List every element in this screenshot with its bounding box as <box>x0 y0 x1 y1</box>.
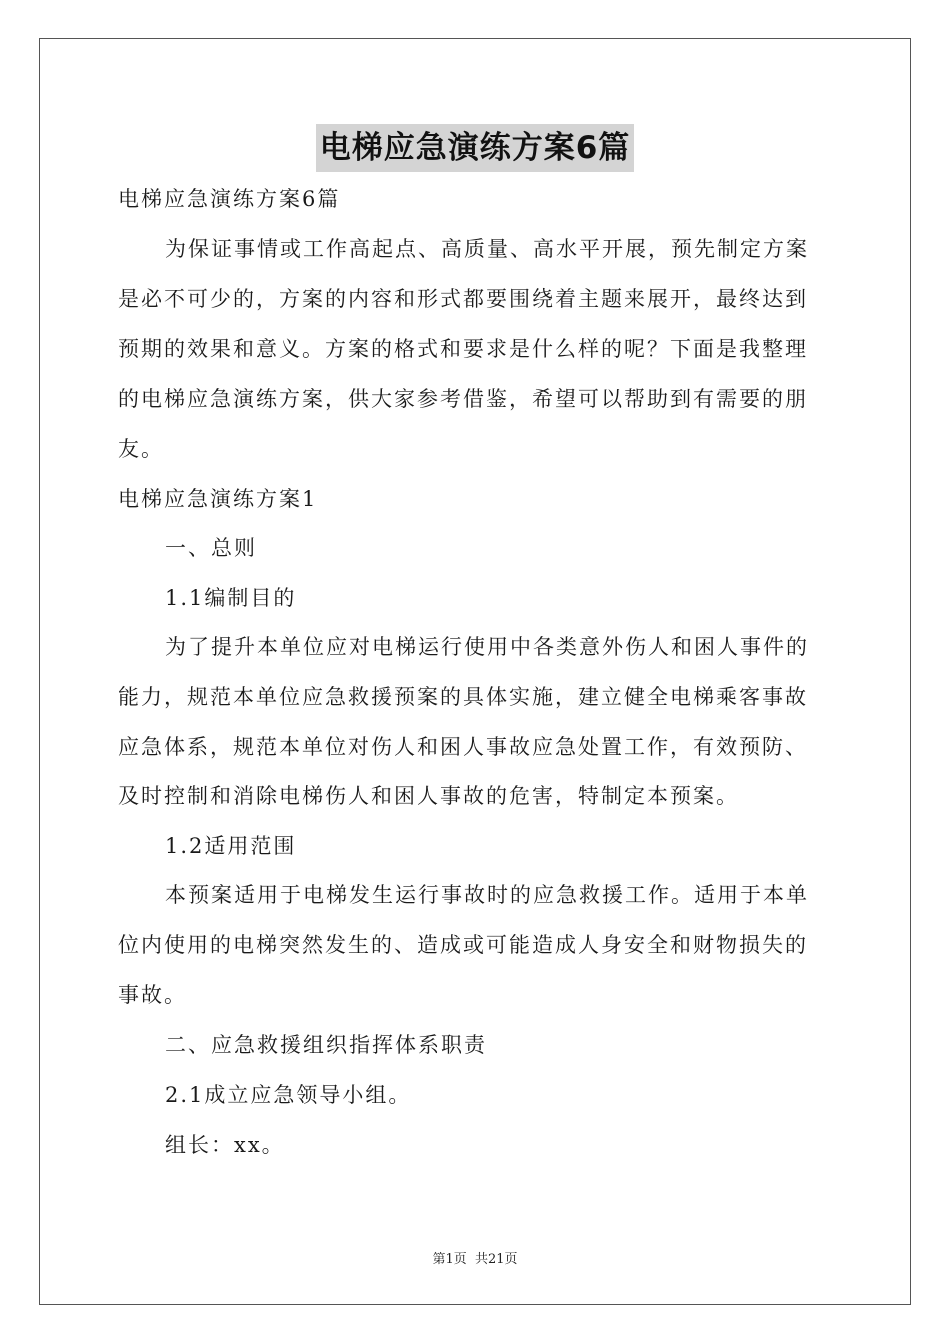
paragraph-line: 的电梯应急演练方案，供大家参考借鉴，希望可以帮助到有需要的朋 <box>118 387 808 411</box>
paragraph-line: 本预案适用于电梯发生运行事故时的应急救援工作。适用于本单 <box>165 883 809 907</box>
page-number: 第1页 <box>432 1252 467 1267</box>
section-heading: 电梯应急演练方案1 <box>118 487 318 511</box>
title-container <box>0 124 950 172</box>
subsection-heading: 1.2适用范围 <box>165 834 297 858</box>
page-footer <box>0 1248 950 1267</box>
section-heading: 一、总则 <box>165 536 257 560</box>
paragraph-line: 为保证事情或工作高起点、高质量、高水平开展，预先制定方案 <box>165 237 809 261</box>
paragraph-line: 能力，规范本单位应急救援预案的具体实施，建立健全电梯乘客事故 <box>118 685 808 709</box>
section-heading: 二、应急救援组织指挥体系职责 <box>165 1033 487 1057</box>
page-border <box>39 38 911 1305</box>
paragraph-line: 预期的效果和意义。方案的格式和要求是什么样的呢？下面是我整理 <box>118 337 808 361</box>
paragraph-line: 位内使用的电梯突然发生的、造成或可能造成人身安全和财物损失的 <box>118 933 808 957</box>
paragraph-line: 为了提升本单位应对电梯运行使用中各类意外伤人和困人事件的 <box>165 635 809 659</box>
document-title: 电梯应急演练方案6篇 <box>316 124 635 172</box>
paragraph-line: 及时控制和消除电梯伤人和困人事故的危害，特制定本预案。 <box>118 784 739 808</box>
paragraph-line: 是必不可少的，方案的内容和形式都要围绕着主题来展开，最终达到 <box>118 287 808 311</box>
paragraph-line: 组长：xx。 <box>165 1133 285 1157</box>
paragraph-line: 2.1成立应急领导小组。 <box>165 1083 412 1107</box>
paragraph-line: 应急体系，规范本单位对伤人和困人事故应急处置工作，有效预防、 <box>118 735 808 759</box>
subsection-heading: 1.1编制目的 <box>165 586 297 610</box>
page-total: 共21页 <box>474 1252 518 1267</box>
subtitle-line: 电梯应急演练方案6篇 <box>118 187 341 211</box>
paragraph-line: 事故。 <box>118 983 187 1007</box>
paragraph-line: 友。 <box>118 437 164 461</box>
